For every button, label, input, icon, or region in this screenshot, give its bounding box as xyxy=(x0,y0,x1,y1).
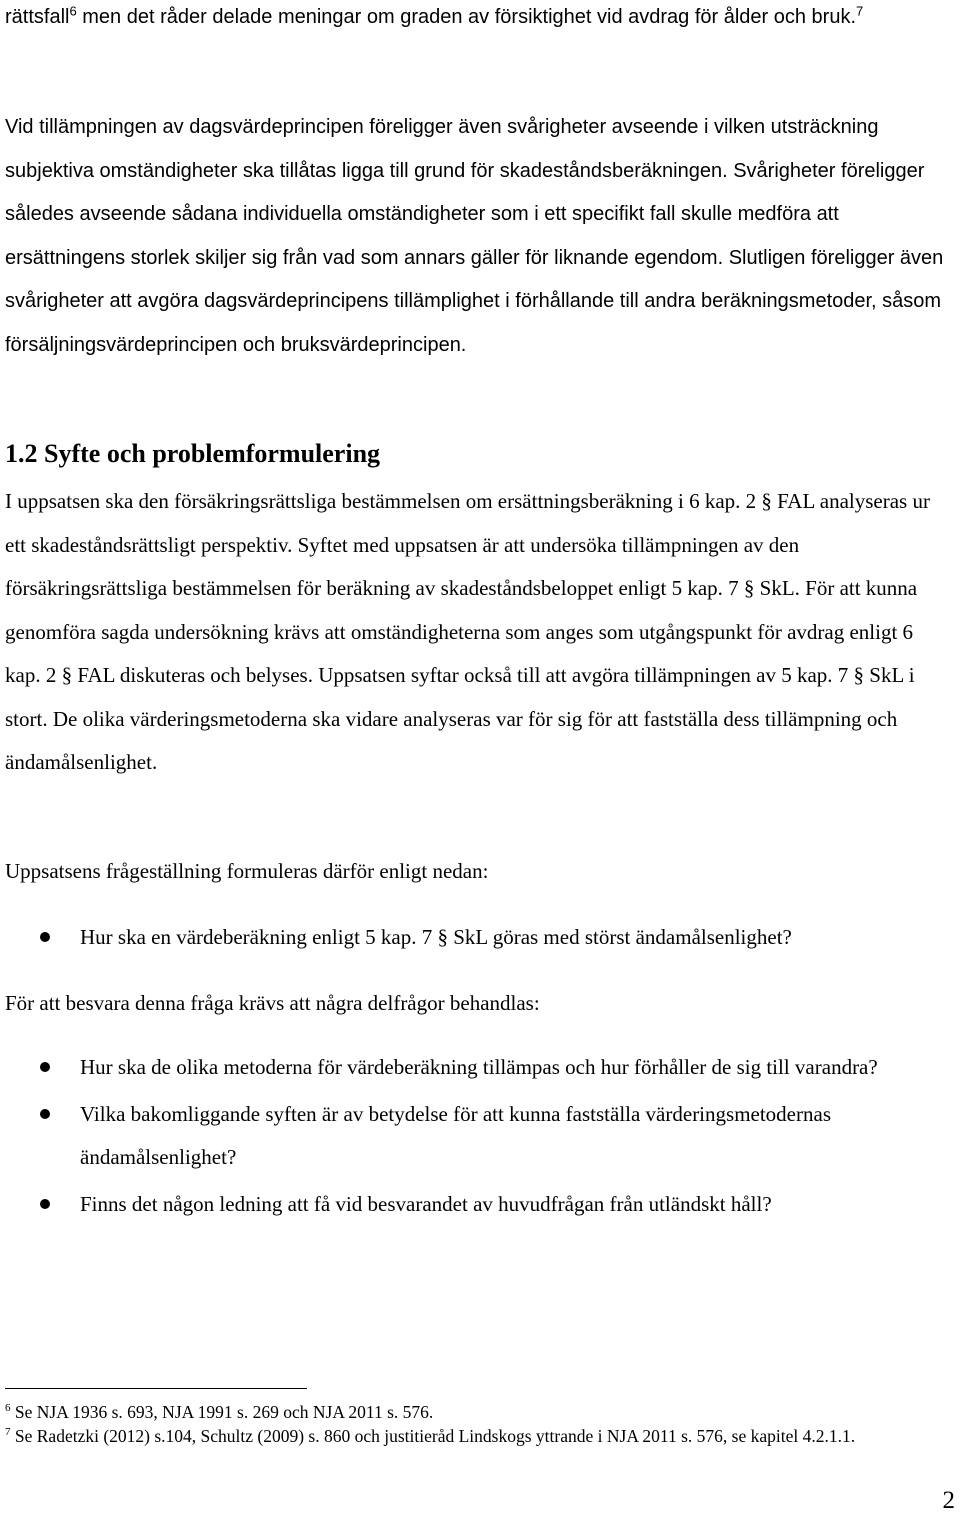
footnote-7 xyxy=(5,1424,905,1448)
bullet-icon xyxy=(40,1199,50,1209)
bullet-icon xyxy=(40,1109,50,1119)
footnote-text: Se NJA 1936 s. 693, NJA 1991 s. 269 och NJA 2011 s. 576. xyxy=(10,1402,434,1422)
footnote-6 xyxy=(5,1400,905,1424)
bullet-icon xyxy=(40,1062,50,1072)
subquestions-intro-paragraph: För att besvara denna fråga krävs att några delfrågor behandlas: xyxy=(5,991,540,1015)
subquestion-text: Vilka bakomliggande syften är av betydelse för att kunna fastställa värderingsmetodernas ändamålsenlighet? xyxy=(80,1101,831,1169)
intro-text-end: men det råder delade meningar om graden av försiktighet vid avdrag för ålder och bruk. xyxy=(76,6,857,28)
footnote-text: Se Radetzki (2012) s.104, Schultz (2009) s. 860 och justitieråd Lindskogs yttrande i NJA 2011 s. 576, se kapitel 4.2.1.1. xyxy=(10,1426,856,1446)
subquestions-list xyxy=(0,1046,948,1226)
footnote-number: 6 xyxy=(5,1402,11,1415)
page-number: 2 xyxy=(942,1487,955,1514)
footnotes xyxy=(5,1400,905,1448)
footnote-number: 7 xyxy=(5,1426,11,1439)
main-question-text: Hur ska en värdeberäkning enligt 5 kap. 7 § SkL göras med störst ändamålsenlighet? xyxy=(80,925,792,949)
question-intro-paragraph: Uppsatsens frågeställning formuleras därför enligt nedan: xyxy=(5,859,489,883)
difficulties-paragraph: Vid tillämpningen av dagsvärdeprincipen föreligger även svårigheter avseende i vilken utsträckning subjektiva omständigheter ska tillåtas ligga till grund för skadeståndsberäkningen. Svårigheter föreligger således avseende sådana individuella omständigheter som i ett specifikt fall skulle medföra att ersättningens storlek skiljer sig från vad som annars gäller för liknande egendom. Slutligen föreligger även svårigheter att avgöra dagsvärdeprincipens tillämplighet i förhållande till andra beräkningsmetoder, såsom försäljningsvärdeprincipen och bruksvärdeprincipen. xyxy=(5,116,944,356)
bullet-icon xyxy=(40,932,50,942)
list-item xyxy=(0,1183,948,1227)
subquestion-text: Hur ska de olika metoderna för värdeberäkning tillämpas och hur förhåller de sig till varandra? xyxy=(80,1055,878,1079)
section-heading: 1.2 Syfte och problemformulering xyxy=(5,439,381,468)
footnote-ref-6[interactable]: 6 xyxy=(69,3,77,19)
intro-text-start: rättsfall xyxy=(5,6,70,28)
list-item xyxy=(0,916,948,960)
main-question-list xyxy=(0,916,948,960)
intro-paragraph-continued xyxy=(5,0,953,40)
list-item xyxy=(0,1046,948,1090)
footnote-divider xyxy=(5,1388,307,1389)
purpose-paragraph: I uppsatsen ska den försäkringsrättsliga bestämmelsen om ersättningsberäkning i 6 kap. 2 § FAL analyseras ur ett skadeståndsrättsligt perspektiv. Syftet med uppsatsen är att undersöka tillämpningen av den försäkringsrättsliga bestämmelsen för beräkning av skadeståndsbeloppet enligt 5 kap. 7 § SkL. För att kunna genomföra sagda undersökning krävs att omständigheterna som anges som utgångspunkt för avdrag enligt 6 kap. 2 § FAL diskuteras och belyses. Uppsatsen syftar också till att avgöra tillämpningen av 5 kap. 7 § SkL i stort. De olika värderingsmetoderna ska vidare analyseras var för sig för att fastställa dess tillämpning och ändamålsenlighet. xyxy=(5,489,930,774)
footnote-ref-7[interactable]: 7 xyxy=(856,3,864,19)
list-item xyxy=(0,1093,948,1180)
subquestion-text: Finns det någon ledning att få vid besvarandet av huvudfrågan från utländskt håll? xyxy=(80,1191,772,1216)
